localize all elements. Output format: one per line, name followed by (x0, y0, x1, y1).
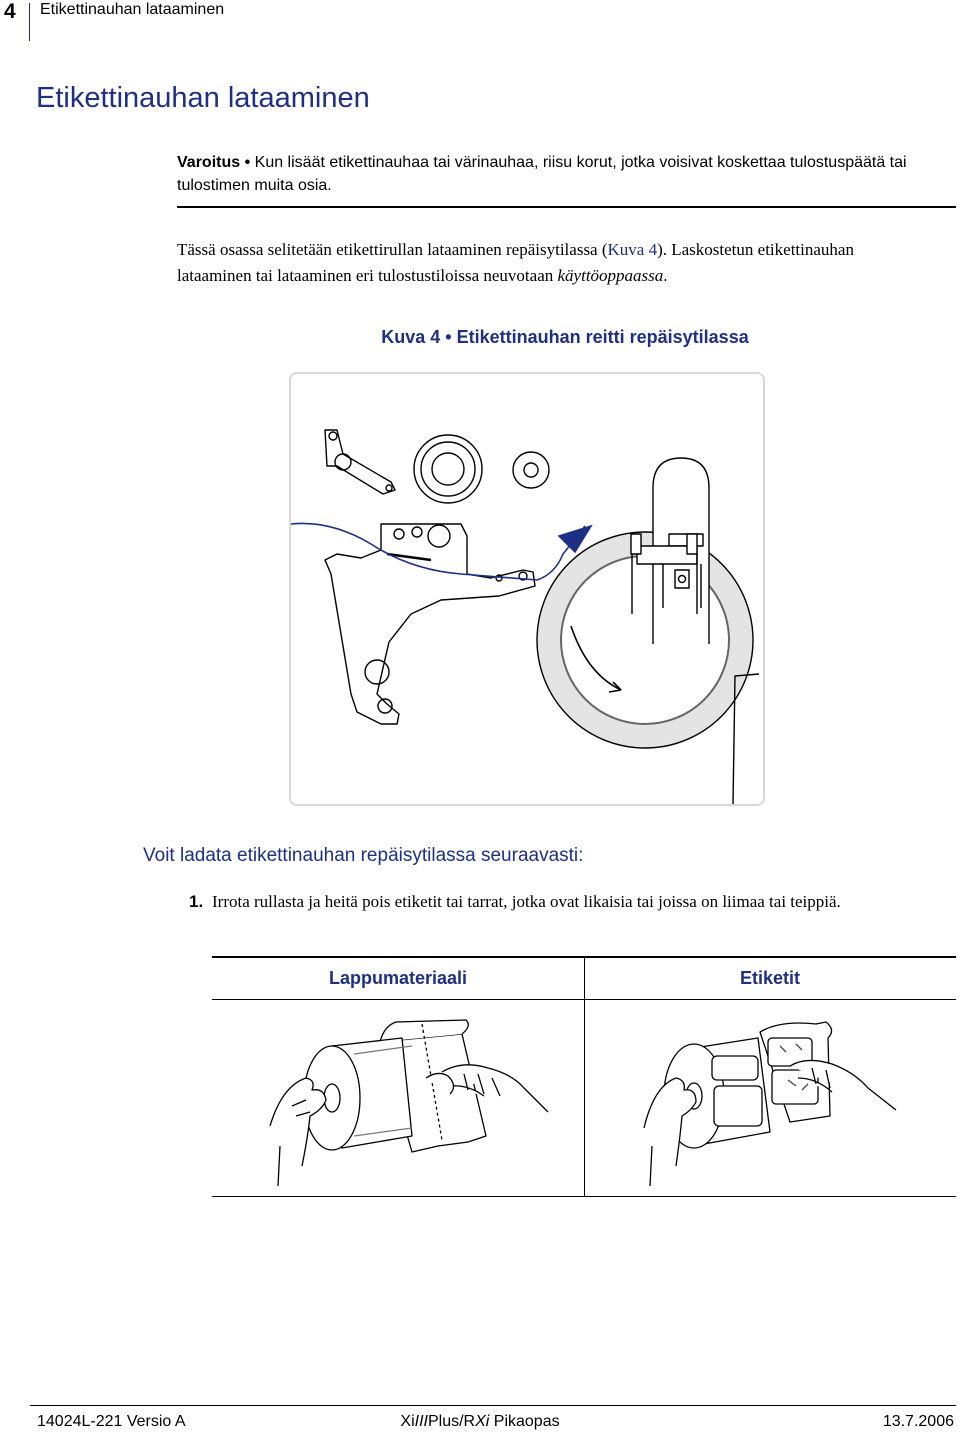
intro-paragraph (177, 237, 922, 289)
manual-reference: käyttöoppaassa (557, 266, 664, 285)
step-1 (189, 889, 924, 915)
tag-stock-illustration (262, 1016, 562, 1196)
media-path-figure (289, 372, 765, 806)
footer-title-xi: Xi (475, 1413, 490, 1430)
footer-title-mid: Plus/R (427, 1413, 476, 1430)
footer-title-suffix: Pikaopas (489, 1413, 560, 1430)
warning-note (177, 151, 917, 197)
footer-guide-title (0, 1413, 960, 1431)
table-header-divider (212, 999, 956, 1000)
intro-text-2: ). Laskostetun etikettinauhan lataaminen tai lataaminen eri tulostustiloissa neuvotaan (177, 240, 854, 285)
intro-text-1: Tässä osassa selitetään etikettirullan lataaminen repäisytilassa ( (177, 240, 608, 259)
running-header: Etikettinauhan lataaminen (40, 1, 225, 18)
footer-rule (30, 1405, 956, 1406)
warning-text: Kun lisäät etikettinauhaa tai värinauhaa, riisu korut, jotka voisivat koskettaa tulostuspäätä tai tulostimen muita osia. (177, 154, 907, 194)
footer-date: 13.7.2006 (882, 1413, 954, 1430)
step-text: Irrota rullasta ja heitä pois etiketit tai tarrat, jotka ovat likaisia tai joissa on liimaa tai teippiä. (212, 892, 841, 911)
column-header-tag-stock: Lappumateriaali (328, 968, 468, 988)
column-header-labels: Etiketit (739, 968, 800, 988)
label-roll-illustration (640, 1016, 940, 1196)
media-path-diagram (291, 374, 763, 804)
figure-caption: Kuva 4 • Etikettinauhan reitti repäisytilassa (381, 327, 749, 347)
intro-text-3: . (663, 266, 668, 285)
media-type-table (212, 956, 956, 1197)
page-title: Etikettinauhan lataaminen (36, 82, 370, 114)
warning-label: Varoitus • (177, 154, 251, 171)
step-number: 1. (189, 892, 204, 911)
figure-link[interactable]: Kuva 4 (607, 240, 658, 259)
table-column-divider (584, 958, 585, 1196)
page-number: 4 (4, 0, 16, 23)
media-direction-arrow (559, 526, 591, 552)
warning-bottom-rule (177, 206, 956, 208)
footer-title-roman: III (414, 1413, 428, 1430)
footer-title-prefix: Xi (400, 1413, 415, 1430)
procedure-heading: Voit ladata etikettinauhan repäisytilassa seuraavasti: (143, 845, 584, 866)
header-divider (29, 3, 30, 41)
footer-document-id: 14024L-221 Versio A (37, 1413, 186, 1430)
